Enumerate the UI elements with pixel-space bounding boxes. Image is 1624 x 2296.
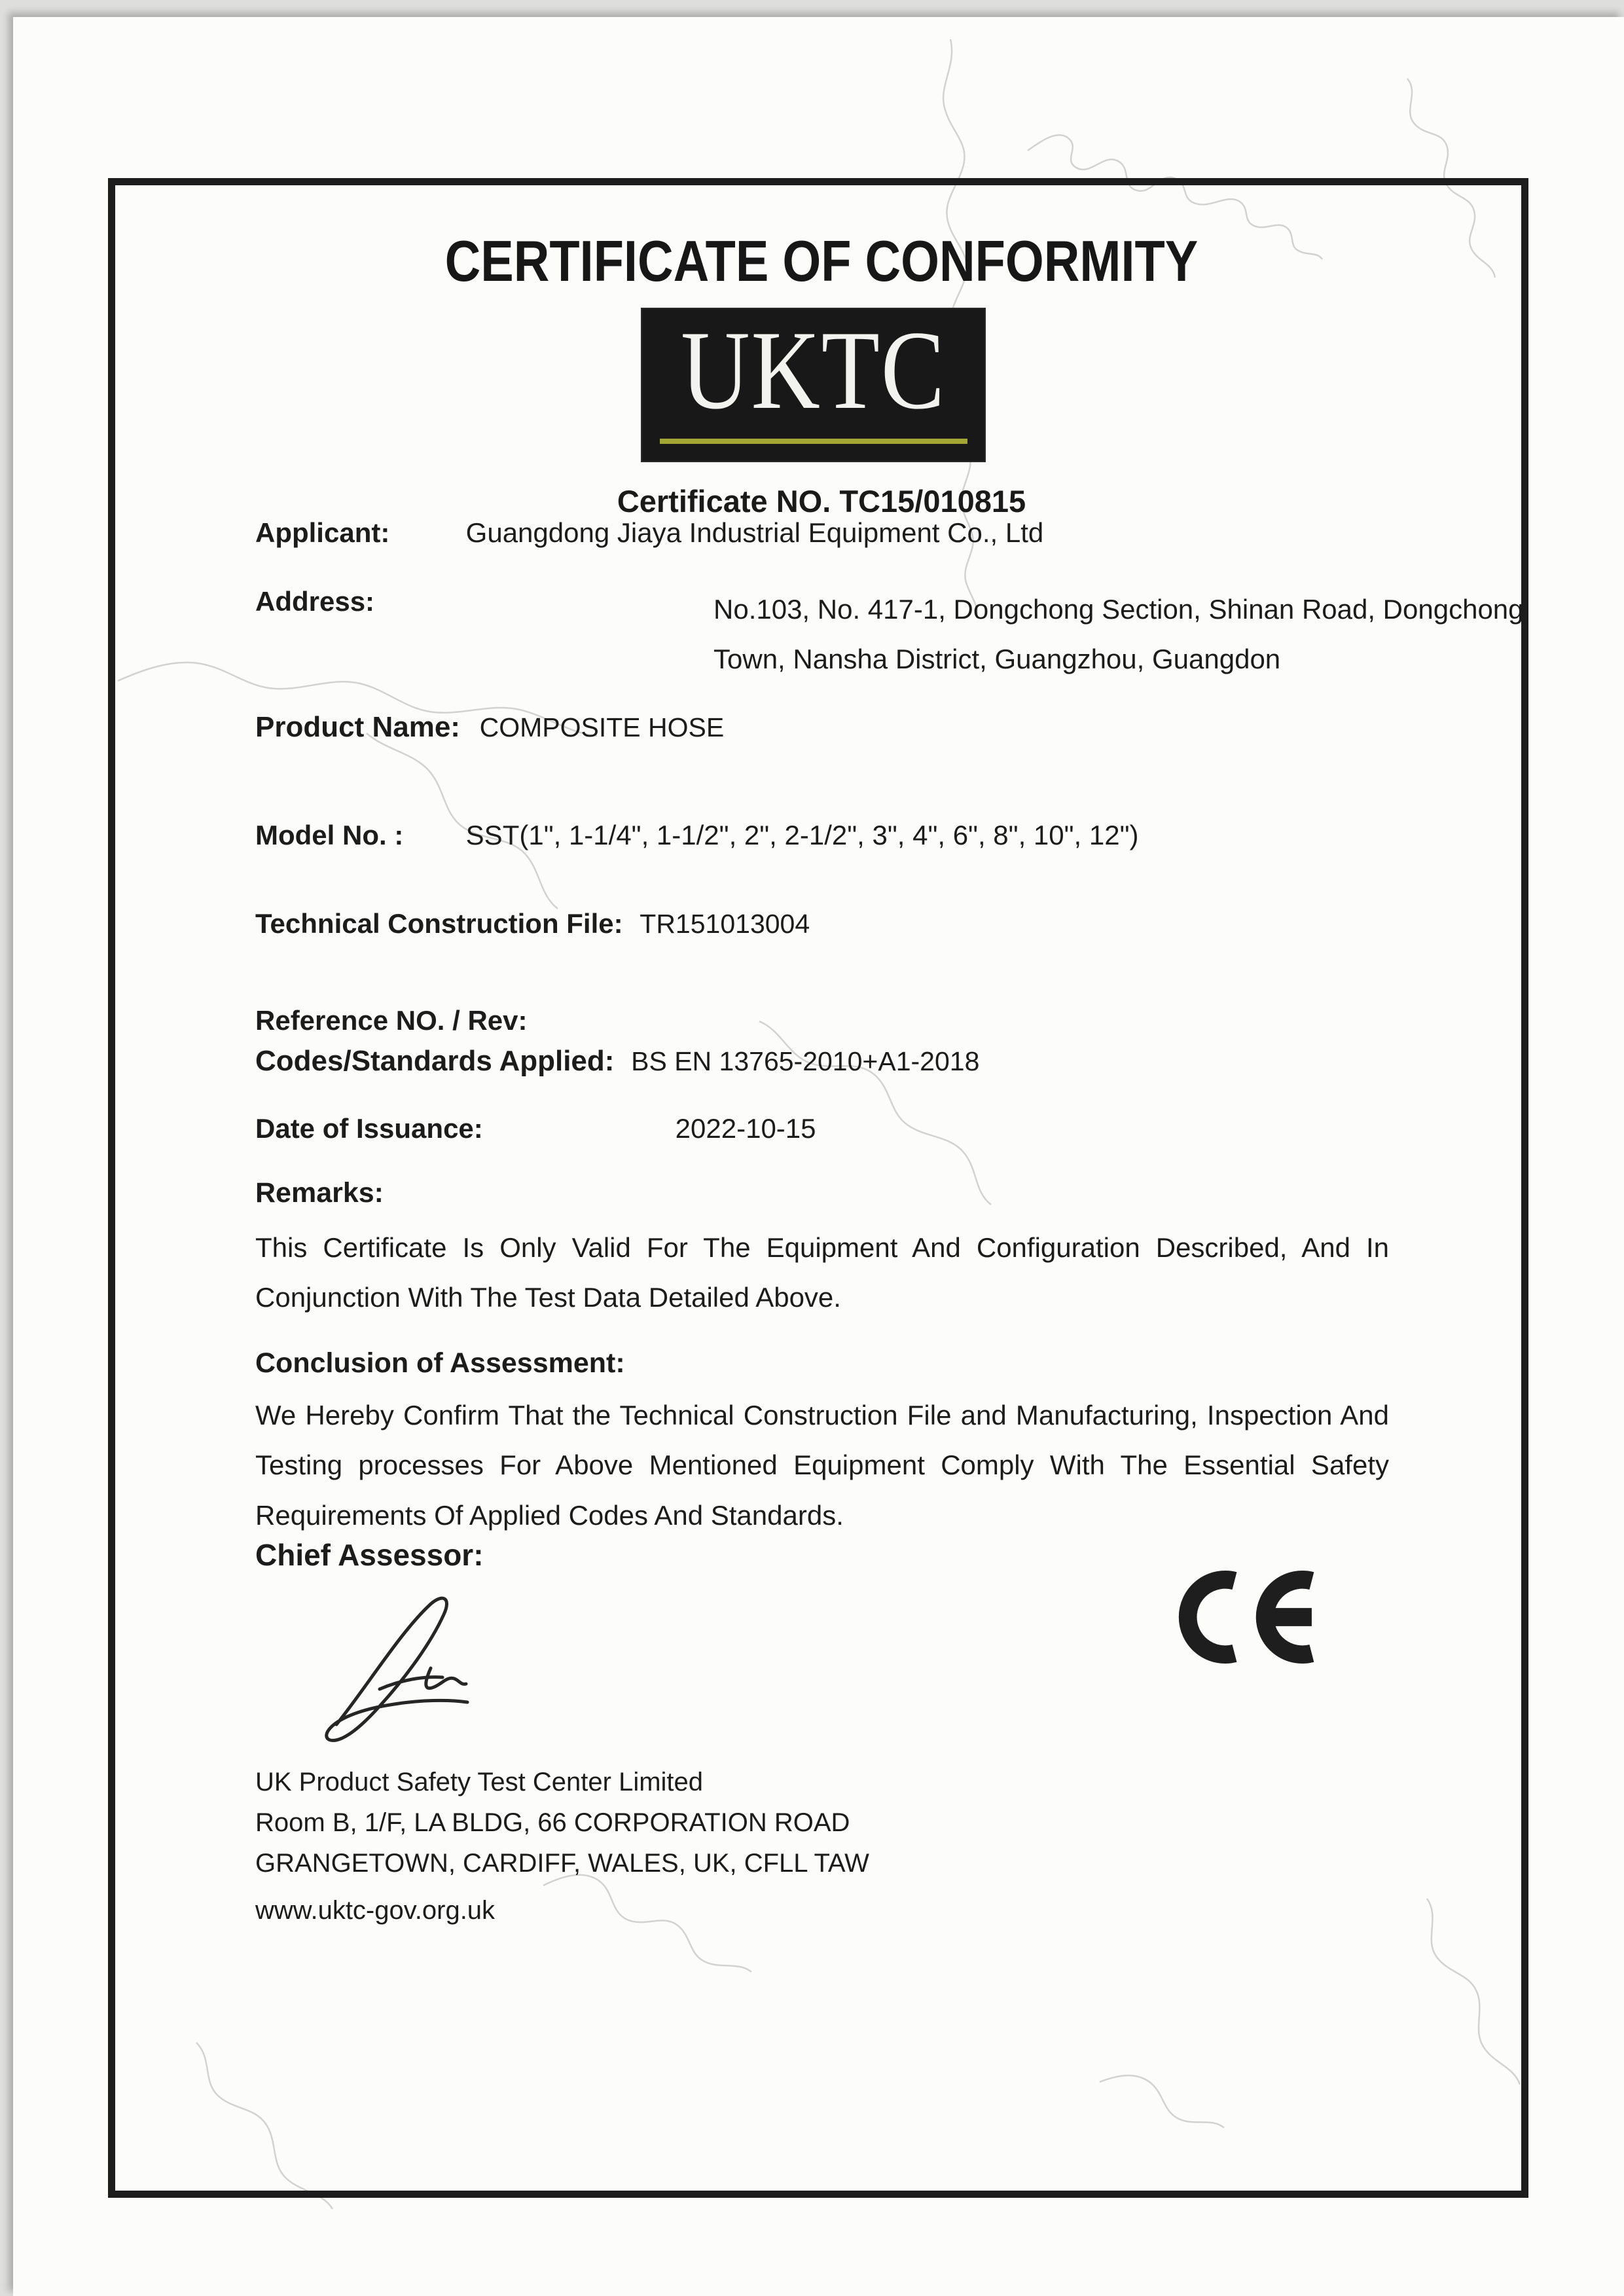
field-row-model-no (255, 818, 1394, 853)
field-row-applicant (255, 516, 1394, 551)
technical-construction-file-value: TR151013004 (640, 909, 810, 939)
model-no-value: SST(1", 1-1/4", 1-1/2", 2", 2-1/2", 3", 4", 6", 8", 10", 12") (465, 820, 1139, 850)
remarks-text: This Certificate Is Only Valid For The Equipment And Configuration Described, And In Conjunction With The Test Data Detailed Above. (255, 1232, 1389, 1313)
field-row-technical-construction-file (255, 907, 1394, 941)
field-row-product-name (255, 709, 1394, 745)
date-of-issuance-value: 2022-10-15 (675, 1113, 816, 1144)
address-value (713, 585, 1624, 685)
reference-no-rev-label: Reference NO. / Rev: (255, 1005, 528, 1036)
technical-construction-file-label: Technical Construction File: (255, 908, 623, 939)
address-line-2: Town, Nansha District, Guangzhou, Guangdon (713, 644, 1281, 675)
field-row-reference-no-rev (255, 1004, 1394, 1038)
footer-address-line1: Room B, 1/F, LA BLDG, 66 CORPORATION ROAD (255, 1808, 850, 1837)
date-of-issuance-label: Date of Issuance: (255, 1113, 483, 1144)
signature (302, 1584, 538, 1748)
codes-standards-value: BS EN 13765-2010+A1-2018 (631, 1046, 980, 1076)
signature-icon (302, 1584, 538, 1748)
chief-assessor-heading: Chief Assessor: (255, 1538, 484, 1572)
conclusion-text: We Hereby Confirm That the Technical Construction File and Manufacturing, Inspection And Testing processes For Above Mentioned Equipment Comply With The Essential Safety Requirements Of Applied Codes And Standards. (255, 1400, 1389, 1531)
codes-standards-label: Codes/Standards Applied: (255, 1045, 615, 1077)
conclusion-heading: Conclusion of Assessment: (255, 1347, 625, 1379)
model-no-label: Model No. : (255, 820, 404, 850)
footer-address-line2: GRANGETOWN, CARDIFF, WALES, UK, CFLL TAW (255, 1849, 869, 1878)
certificate-number: Certificate NO. TC15/010815 (617, 484, 1026, 519)
footer-company: UK Product Safety Test Center Limited (255, 1768, 704, 1796)
product-name-label: Product Name: (255, 711, 460, 743)
address-label: Address: (255, 586, 375, 617)
field-row-address (255, 585, 1524, 675)
address-line-1: No.103, No. 417-1, Dongchong Section, Shinan Road, Dongchong (713, 594, 1524, 625)
uktc-logo-text: UKTC (681, 308, 946, 433)
certificate-title-text: CERTIFICATE OF CONFORMITY (444, 228, 1199, 293)
product-name-value: COMPOSITE HOSE (479, 712, 725, 742)
ce-mark-icon (1147, 1553, 1322, 1681)
footer-website: www.uktc-gov.org.uk (255, 1896, 496, 1925)
uktc-logo-underline (660, 439, 967, 444)
field-row-date-of-issuance (255, 1112, 1394, 1146)
remarks-heading: Remarks: (255, 1177, 384, 1209)
applicant-label: Applicant: (255, 517, 390, 548)
uktc-logo (642, 309, 984, 461)
certificate-title (255, 228, 1388, 295)
field-row-codes-standards (255, 1043, 1394, 1079)
applicant-value: Guangdong Jiaya Industrial Equipment Co., Ltd (465, 517, 1044, 548)
